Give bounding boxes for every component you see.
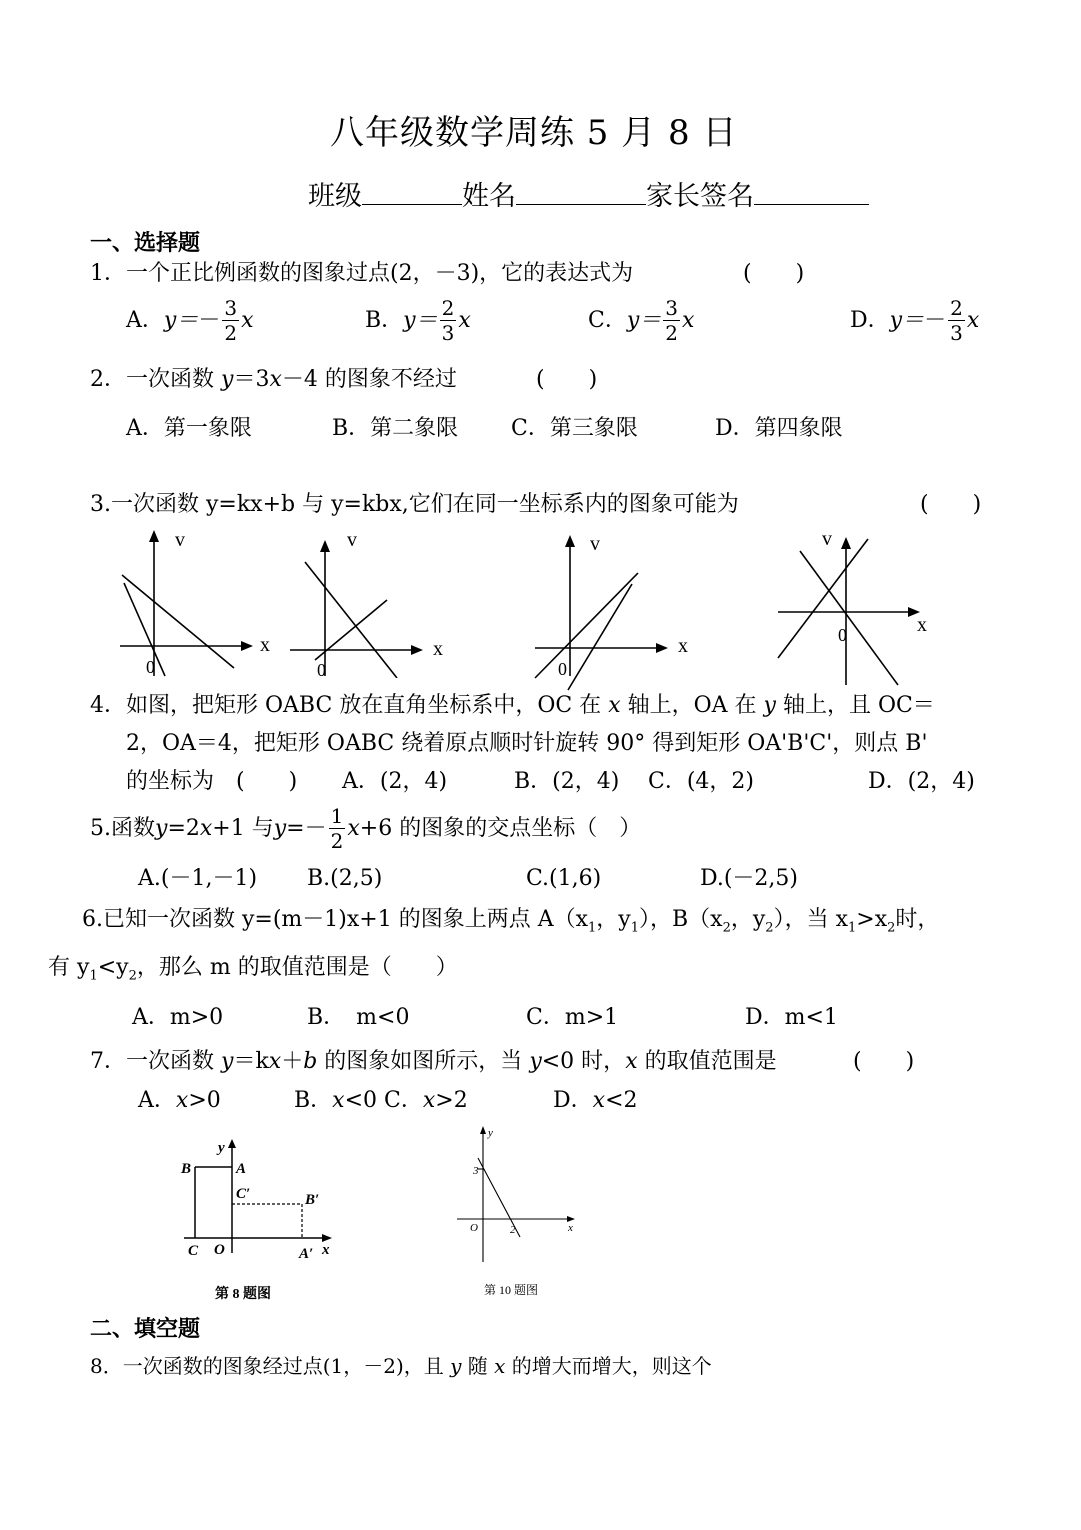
math-x: x [241,307,254,333]
question-4-option-a: A．(2，4) [342,769,448,794]
page-title: 八年级数学周练 5 月 8 日 [330,113,738,153]
question-7-stem: 7．一次函数 y＝kx＋b 的图象如图所示，当 y<0 时，x 的取值范围是 [90,1049,777,1074]
math-y: y＝ [889,307,925,333]
origin-label: 0 [146,657,155,677]
question-7-option-d: D．x<2 [553,1088,638,1113]
question-4-line-1: 4．如图，把矩形 OABC 放在直角坐标系中，OC 在 x 轴上，OA 在 y 轴上，且 OC＝ [90,693,935,718]
origin-label: 0 [558,659,567,679]
axis-label-x: x [433,638,443,660]
name-blank[interactable] [516,180,646,205]
question-2-paren: ( ) [536,367,598,392]
figure-8 [170,1130,350,1305]
question-1-stem: 1．一个正比例函数的图象过点(2，－3)，它的表达式为 [90,261,634,286]
question-4-option-b: B．(2，4) [514,769,620,794]
class-label: 班级 [308,181,362,212]
axis-label-y: v [822,528,832,550]
question-1-option-a [126,298,254,343]
question-4-option-d: D．(2，4) [868,769,975,794]
question-7-option-bc: B．x<0 C．x>2 [294,1088,468,1113]
parent-signature-label: 家长签名 [646,181,754,212]
fraction: $\frac{2}{3}$ [441,296,455,345]
point-label-b-prime: B′ [305,1192,320,1208]
question-4-option-c: C．(4，2) [648,769,754,794]
axis-label-x: x [322,1242,330,1258]
question-2-stem: 2．一次函数 y＝3x－4 的图象不经过 [90,367,457,392]
question-3-stem: 3.一次函数 y=kx+b 与 y=kbx,它们在同一坐标系内的图象可能为 [90,492,739,517]
math-x: x [458,307,471,333]
question-6-line-2: 有 $y_1<y_2$，那么 m 的取值范围是（ ） [48,955,458,984]
option-label: B． [365,307,404,333]
option-label: C． [588,307,627,333]
question-3-graph-c [530,528,705,693]
question-5-option-b: B.(2,5) [307,866,383,891]
intercept-label-2: 2 [510,1224,516,1236]
question-6-option-b: B． m<0 [307,1005,410,1030]
question-2-option-b: B．第二象限 [332,416,459,441]
option-label: D． [850,307,890,333]
figure-8-caption: 第 8 题图 [215,1287,271,1302]
axis-label-x: x [568,1222,573,1234]
fraction: $\frac{1}{2}$ [330,804,344,853]
figure-10 [450,1122,590,1302]
question-7-paren: ( ) [853,1049,915,1074]
math-y: y＝ [626,307,662,333]
question-5-option-d: D.(－2,5) [700,866,799,891]
question-5-stem: 5.函数 y =2 x +1 与 y =－ $\frac{1}{2}$ x +6 的图象的交点坐标（ ） [90,804,642,853]
fraction: $\frac{2}{3}$ [950,296,963,345]
question-2-option-d: D．第四象限 [715,416,843,441]
axis-label-x: x [917,614,927,636]
origin-label: 0 [838,625,847,645]
axis-label-x: x [260,634,270,656]
axis-label-x: x [678,635,688,657]
math-minus: － [198,307,221,333]
option-label: A． [126,307,164,333]
math-x: x [966,307,980,333]
question-7-option-a: A．x>0 [138,1088,221,1113]
question-1-option-c [588,298,694,343]
question-5-option-c: C.(1,6) [526,866,602,891]
question-3-graph-b [285,528,455,678]
question-3-paren: ( ) [920,492,982,517]
point-label-c: C [188,1243,199,1259]
section-heading-fill: 二、填空题 [90,1316,201,1342]
point-label-a: A [236,1161,247,1177]
question-3-graph-d [770,525,945,690]
math-x: x [682,307,695,333]
question-6-option-d: D．m<1 [745,1005,838,1030]
question-1-option-d [850,298,979,343]
question-2-option-a: A．第一象限 [126,416,252,441]
point-label-b: B [181,1161,192,1177]
question-1-paren: ( ) [743,261,805,286]
math-y: y＝ [163,307,199,333]
question-5-option-a: A.(－1,－1) [138,866,258,891]
question-2-option-c: C．第三象限 [511,416,638,441]
origin-label: 0 [317,660,326,678]
section-heading-choice: 一、选择题 [90,230,201,256]
figure-10-caption: 第 10 题图 [484,1283,539,1297]
origin-label: O [214,1242,225,1258]
question-6-option-a: A．m>0 [132,1005,224,1030]
question-6-option-c: C．m>1 [526,1005,619,1030]
parent-signature-blank[interactable] [754,180,869,205]
axis-label-y: y [488,1127,493,1139]
student-info-row [308,174,869,213]
math-minus: － [924,307,947,333]
axis-label-y: v [175,529,185,551]
point-label-c-prime: C′ [236,1186,251,1202]
question-8-stem: 8．一次函数的图象经过点(1，－2)，且 y 随 x 的增大而增大，则这个 [90,1354,712,1378]
name-label: 姓名 [462,181,516,212]
origin-label: O [470,1222,478,1234]
fraction: $\frac{3}{2}$ [665,296,679,345]
fraction: $\frac{3}{2}$ [224,296,238,345]
axis-label-y: y [218,1140,225,1156]
question-6-line-1: 6.已知一次函数 y=(m－1)x+1 的图象上两点 $A(x_1$，$y_1$），$B(x_2$，$y_2$），当 $x_1>x_2$时， [82,907,940,936]
question-4-line-3: 的坐标为 ( ) [126,769,298,794]
question-4-line-2: 2，OA＝4，把矩形 OABC 绕着原点顺时针旋转 90° 得到矩形 OA'B'C'，则点 B' [126,731,928,756]
question-3-graph-a [110,528,280,678]
class-blank[interactable] [362,180,462,205]
point-label-a-prime: A′ [299,1246,314,1262]
intercept-label-3: 3 [473,1165,479,1177]
axis-label-y: v [347,529,357,551]
question-1-option-b [365,298,471,343]
axis-label-y: v [590,533,600,555]
math-y: y＝ [403,307,438,333]
